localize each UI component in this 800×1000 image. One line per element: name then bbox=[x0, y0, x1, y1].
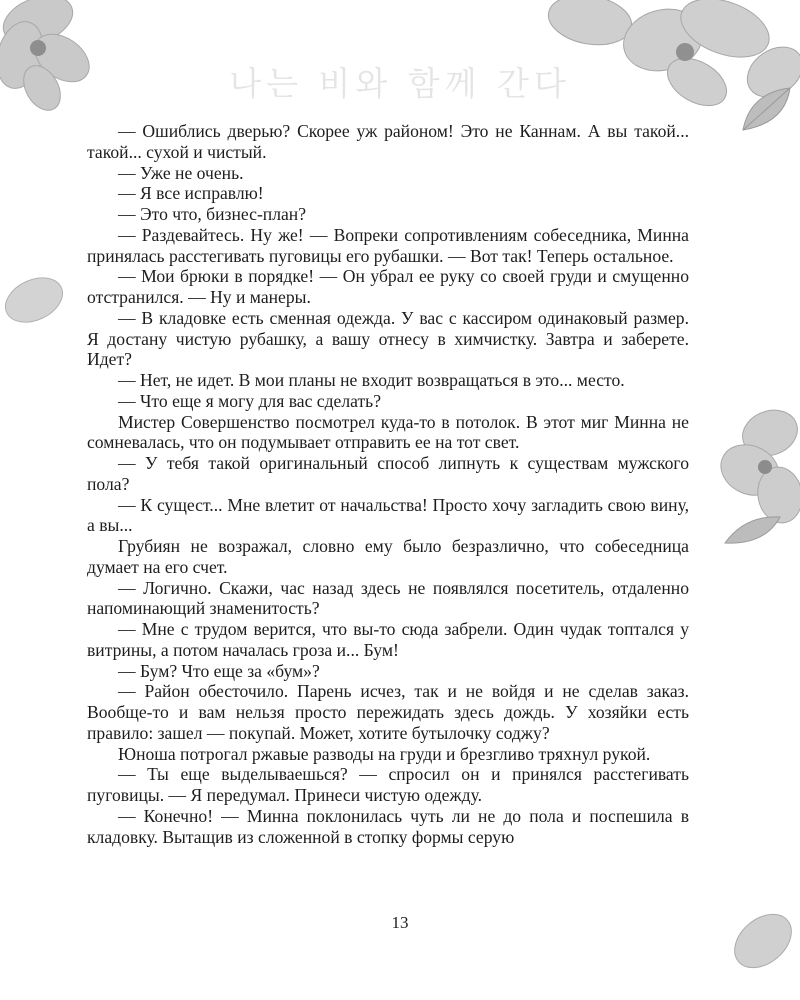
paragraph: — Конечно! — Минна поклонилась чуть ли не до пола и поспешила в кладовку. Вытащив из сложенной в стопку формы серую bbox=[87, 805, 689, 847]
paragraph: — Раздевайтесь. Ну же! — Вопреки сопротивлениям собеседника, Минна принялась расстегивать пуговицы его рубашки. — Вот так! Теперь остальное. bbox=[87, 224, 689, 266]
paragraph: — Мне с трудом верится, что вы-то сюда забрели. Один чудак топтался у витрины, а потом началась гроза и... Бум! bbox=[87, 619, 689, 660]
paragraph: — В кладовке есть сменная одежда. У вас с кассиром одинаковый размер. Я достану чистую рубашку, а вашу отнесу в химчистку. Завтра и заберете. Идет? bbox=[87, 307, 689, 370]
paragraph: — Уже не очень. bbox=[118, 162, 244, 183]
paragraph: — Нет, не идет. В мои планы не входит возвращаться в это... место. bbox=[118, 370, 625, 390]
paragraph: — Бум? Что еще за «бум»? bbox=[118, 660, 320, 681]
running-header-title: 나는 비와 함께 간다 bbox=[229, 64, 571, 103]
paragraph: — У тебя такой оригинальный способ липнуть к существам мужского пола? bbox=[87, 453, 689, 494]
paragraph: — Я все исправлю! bbox=[118, 183, 264, 204]
paragraph: — Ты еще выделываешься? — спросил он и принялся расстегивать пуговицы. — Я передумал. Принеси чистую одежду. bbox=[87, 764, 689, 805]
page-number: 13 bbox=[391, 913, 409, 932]
paragraph: Грубиян не возражал, словно ему было безразлично, что собеседница думает на его счет. bbox=[87, 536, 689, 577]
paragraph: — Ошиблись дверью? Скорее уж районом! Это не Каннам. А вы такой... такой... сухой и чистый. bbox=[87, 121, 689, 162]
paragraph: — Мои брюки в порядке! — Он убрал ее руку со своей груди и смущенно отстранился. — Ну и манеры. bbox=[87, 266, 689, 307]
paragraph: — Район обесточило. Парень исчез, так и не войдя и не сделав заказ. Вообще-то и вам нельзя просто пережидать здесь дождь. У хозяйки есть правило: зашел — покупай. Может, хотите бутылочку соджу? bbox=[87, 681, 689, 743]
paragraph: — К сущест... Мне влетит от начальства! Просто хочу загладить свою вину, а вы... bbox=[87, 494, 689, 536]
paragraph: Юноша потрогал ржавые разводы на груди и брезгливо тряхнул рукой. bbox=[118, 743, 651, 764]
paragraph: Мистер Совершенство посмотрел куда-то в потолок. В этот миг Минна не сомневалась, что он подумывает отправить ее на тот свет. bbox=[87, 411, 689, 453]
text-body bbox=[87, 121, 689, 847]
paragraph: — Это что, бизнес-план? bbox=[118, 204, 307, 224]
flower-icon bbox=[715, 405, 800, 550]
paragraph: — Логично. Скажи, час назад здесь не появлялся посетитель, отдаленно напоминающий знаменитость? bbox=[87, 577, 689, 619]
paragraph: — Что еще я могу для вас сделать? bbox=[118, 390, 382, 411]
petal-icon bbox=[2, 270, 67, 330]
